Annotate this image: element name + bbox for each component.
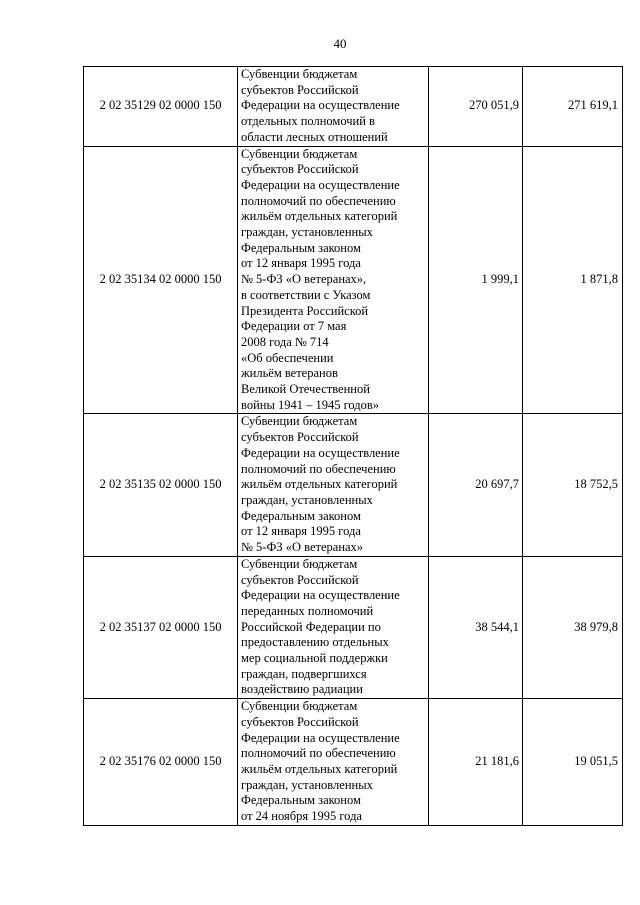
description-line: Субвенции бюджетам (241, 146, 358, 161)
description-line: области лесных отношений (241, 129, 388, 144)
amount-value-2: 271 619,1 (523, 67, 623, 147)
description-line: Федерации на осуществление (241, 588, 400, 603)
page-number: 40 (333, 36, 347, 51)
description-line: Федерации от 7 мая (241, 319, 347, 334)
budget-code: 2 02 35176 02 0000 150 (84, 699, 238, 826)
description-line: в соответствии с Указом (241, 287, 371, 302)
amount-value-2: 38 979,8 (523, 556, 623, 698)
table-row (84, 699, 623, 826)
description-line: 2008 года № 714 (241, 334, 329, 349)
description-line: Российской Федерации по (241, 619, 381, 634)
description-line: воздействию радиации (241, 682, 363, 697)
budget-table (83, 66, 623, 826)
description-line: Федеральным законом (241, 793, 361, 808)
description-line: субъектов Российской (241, 572, 359, 587)
description-line: субъектов Российской (241, 430, 359, 445)
description-line: Субвенции бюджетам (241, 67, 358, 81)
description-line: жильём отдельных категорий (241, 761, 398, 776)
description-line: от 12 января 1995 года (241, 524, 361, 539)
description-line: субъектов Российской (241, 82, 359, 97)
description-line: Субвенции бюджетам (241, 699, 358, 714)
description-line: Федерации на осуществление (241, 445, 400, 460)
description-line: предоставлению отдельных (241, 635, 389, 650)
amount-value-1: 38 544,1 (429, 556, 523, 698)
row-description (238, 556, 429, 698)
description-line: Субвенции бюджетам (241, 556, 358, 571)
table-row (84, 146, 623, 414)
amount-value-1: 270 051,9 (429, 67, 523, 147)
budget-code: 2 02 35129 02 0000 150 (84, 67, 238, 147)
amount-value-1: 20 697,7 (429, 414, 523, 556)
description-line: граждан, установленных (241, 492, 373, 507)
description-line: от 12 января 1995 года (241, 256, 361, 271)
description-line: полномочий по обеспечению (241, 461, 396, 476)
amount-value-1: 21 181,6 (429, 699, 523, 826)
description-line: Федеральным законом (241, 240, 361, 255)
description-line: жильём отдельных категорий (241, 477, 398, 492)
amount-value-1: 1 999,1 (429, 146, 523, 414)
budget-code: 2 02 35135 02 0000 150 (84, 414, 238, 556)
description-line: Федерации на осуществление (241, 177, 400, 192)
description-line: Федеральным законом (241, 508, 361, 523)
budget-code: 2 02 35137 02 0000 150 (84, 556, 238, 698)
description-line: жильём отдельных категорий (241, 209, 398, 224)
description-line: полномочий по обеспечению (241, 193, 396, 208)
amount-value-2: 1 871,8 (523, 146, 623, 414)
amount-value-2: 18 752,5 (523, 414, 623, 556)
description-line: граждан, подвергшихся (241, 666, 367, 681)
description-line: Великой Отечественной (241, 382, 370, 397)
table-row (84, 67, 623, 147)
description-line: № 5-ФЗ «О ветеранах» (241, 540, 364, 555)
description-line: мер социальной поддержки (241, 651, 388, 666)
amount-value-2: 19 051,5 (523, 699, 623, 826)
row-description (238, 414, 429, 556)
description-line: граждан, установленных (241, 777, 373, 792)
table-row (84, 414, 623, 556)
row-description (238, 699, 429, 826)
description-line: субъектов Российской (241, 714, 359, 729)
table-row (84, 556, 623, 698)
budget-code: 2 02 35134 02 0000 150 (84, 146, 238, 414)
description-line: отдельных полномочий в (241, 114, 375, 129)
description-line: субъектов Российской (241, 162, 359, 177)
description-line: войны 1941 – 1945 годов» (241, 397, 380, 412)
row-description (238, 67, 429, 147)
description-line: № 5-ФЗ «О ветеранах», (241, 272, 367, 287)
description-line: жильём ветеранов (241, 366, 338, 381)
description-line: Президента Российской (241, 303, 369, 318)
description-line: Субвенции бюджетам (241, 414, 358, 429)
row-description (238, 146, 429, 414)
description-line: граждан, установленных (241, 225, 373, 240)
description-line: от 24 ноября 1995 года (241, 809, 362, 824)
description-line: переданных полномочий (241, 603, 374, 618)
description-line: Федерации на осуществление (241, 730, 400, 745)
description-line: Федерации на осуществление (241, 98, 400, 113)
description-line: полномочий по обеспечению (241, 746, 396, 761)
description-line: «Об обеспечении (241, 350, 334, 365)
